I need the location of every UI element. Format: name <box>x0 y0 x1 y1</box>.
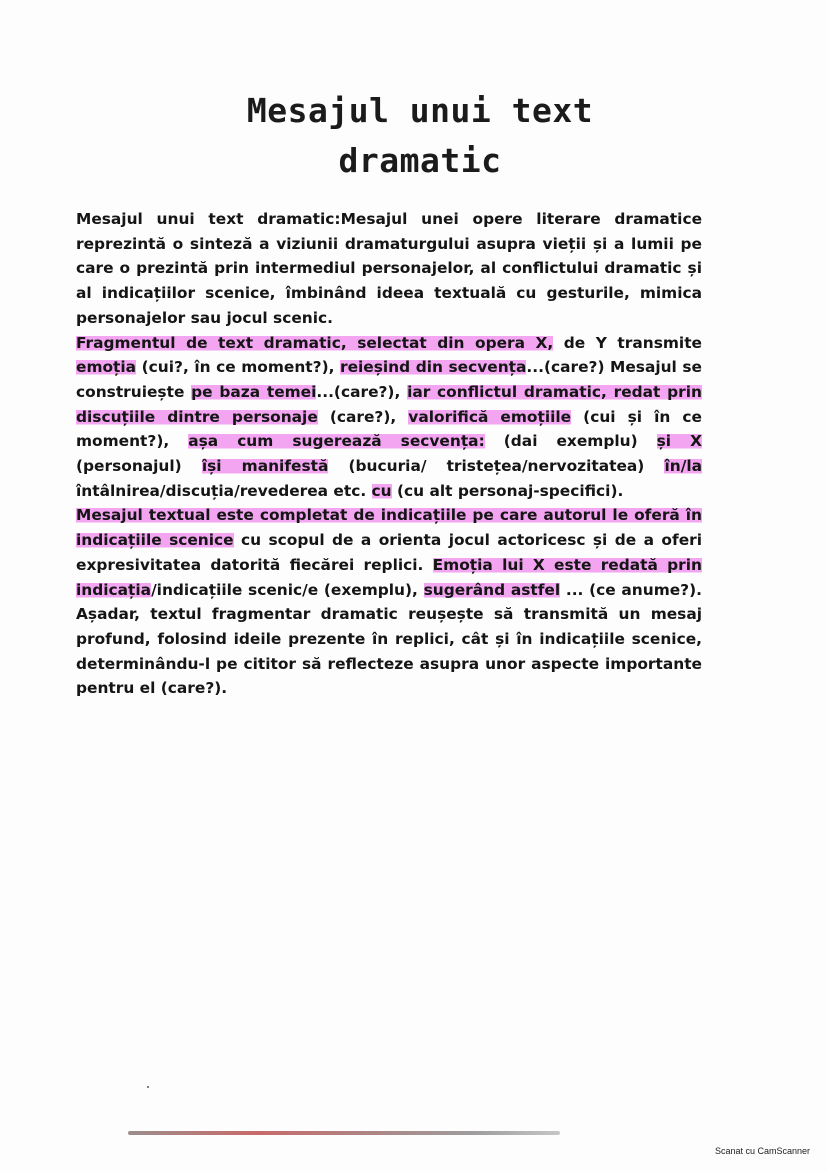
text-run: (cu alt personaj-specifici). <box>391 481 624 500</box>
text-run: ... (ce anume?). Așadar, textul fragmentar dramatic reușește să transmită un mesaj profund, folosind ideile prezente în replici, cât și în indicațiile scenice, determinându-l pe cititor să reflecteze asupra unor aspecte importante pentru el (care?). <box>76 580 702 698</box>
highlight-temei: pe baza temei <box>191 382 317 401</box>
highlight-fragment: Fragmentul de text dramatic, selectat din opera X, <box>76 333 554 352</box>
highlight-emotia-x: Emoția lui X este redată prin indicația <box>76 555 702 599</box>
paragraph-message <box>76 503 702 701</box>
highlight-reiesind: reieșind din secvența <box>340 358 527 377</box>
definition-text: Mesajul unei opere literare dramatice reprezintă o sinteză a viziunii dramaturgului asupra vieții și a lumii pe care o prezintă prin intermediul personajelor, al conflictului dramatic și al indicațiilor scenice, îmbinând ideea textuală cu gesturile, mimica personajelor sau jocul scenic. <box>76 210 703 327</box>
highlight-sugerand: sugerând astfel <box>423 580 561 599</box>
page-bottom-edge <box>128 1131 560 1135</box>
paragraph-fragment <box>76 331 702 504</box>
page-title <box>150 86 690 186</box>
text-run: (personajul) <box>76 457 202 476</box>
text-run: cu scopul de a orienta jocul actoricesc și de a oferi expresivitatea datorită fiecărei replici. <box>76 531 703 574</box>
highlight-conflict: iar conflictul dramatic, redat prin discuțiile dintre personaje <box>76 382 702 426</box>
paragraph-definition <box>76 207 702 331</box>
highlight-emotia: emoția <box>76 358 137 377</box>
title-line-2: dramatic <box>338 141 502 180</box>
highlight-manifesta: își manifestă <box>201 457 329 476</box>
highlight-mesajul-textual: Mesajul textual este completat de indicațiile pe care autorul le oferă în indicațiile scenice <box>76 506 702 550</box>
text-run: ...(care?) Mesajul se construiește <box>76 358 702 401</box>
text-run: (cui?, în ce moment?), <box>136 358 340 377</box>
text-run: (dai exemplu) <box>484 432 657 451</box>
highlight-in-la: în/la <box>664 457 702 476</box>
title-line-1: Mesajul unui text <box>246 91 594 130</box>
highlight-secventa: așa cum sugerează secvența: <box>188 432 485 451</box>
scan-speck <box>147 1086 149 1088</box>
highlight-cu: cu <box>371 481 392 500</box>
highlight-si-x: și X <box>656 432 702 451</box>
body-text <box>76 207 702 701</box>
scanner-watermark: Scanat cu CamScanner <box>714 1146 810 1156</box>
definition-lead: Mesajul unui text dramatic: <box>76 210 341 228</box>
text-run: (bucuria/ tristețea/nervozitatea) <box>328 457 665 476</box>
text-run: (care?), <box>317 407 409 426</box>
text-run: (cui și în ce moment?), <box>76 407 702 451</box>
text-run: ...(care?), <box>316 382 408 401</box>
highlight-emotiile: valorifică emoțiile <box>408 407 572 426</box>
text-run: de Y transmite <box>553 333 702 352</box>
text-run: /indicațiile scenic/e (exemplu), <box>151 580 424 599</box>
text-run: întâlnirea/discuția/revederea etc. <box>76 481 372 500</box>
